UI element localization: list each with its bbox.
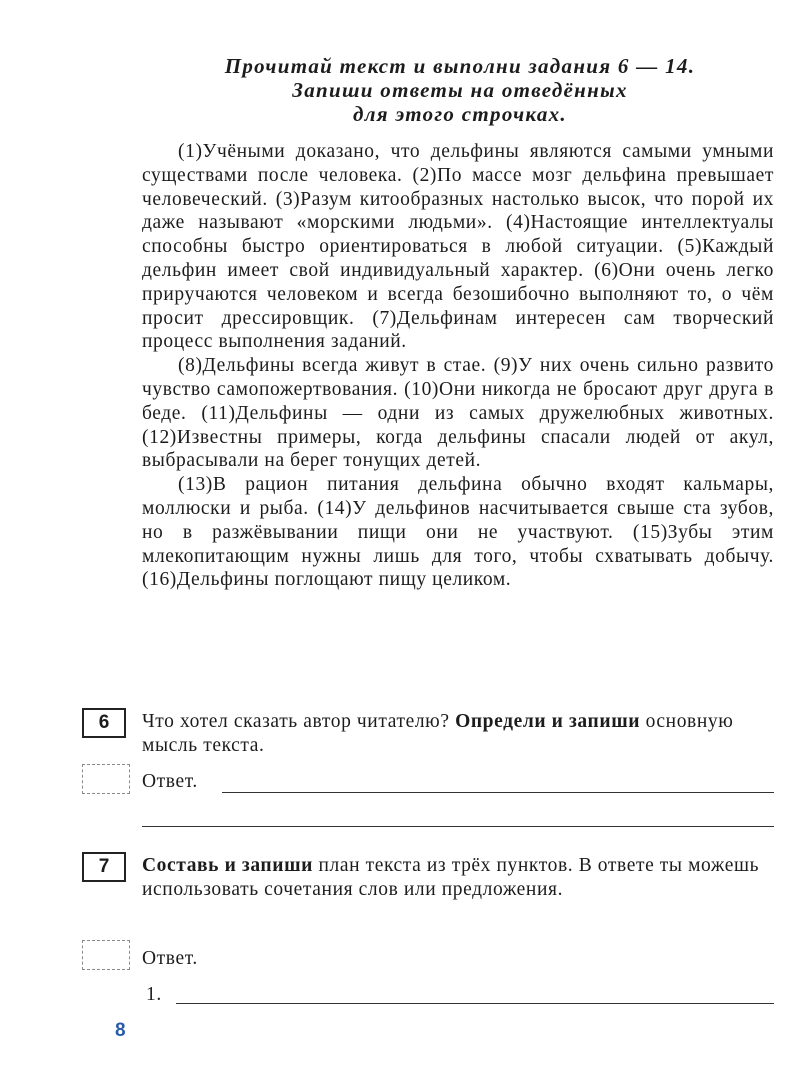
task-7-item-1-label: 1. <box>146 984 162 1005</box>
reading-passage <box>142 140 774 592</box>
task-6-question-end: основную мысль текста. <box>142 711 734 756</box>
task-7-answer-label: Ответ. <box>142 948 198 969</box>
task-7-score-box[interactable] <box>82 940 130 970</box>
task-6-answer-line-2[interactable] <box>142 826 774 827</box>
task-7-question: план текста из трёх пунктов. В ответе ты можешь использовать сочетания слов или предложения. <box>142 855 760 900</box>
task-7-instruction: Составь и запиши <box>142 855 313 876</box>
task-6-question: Что хотел сказать автор читателю? <box>142 711 456 732</box>
task-7-text <box>142 854 774 902</box>
task-6-text <box>142 710 774 758</box>
task-6-answer-line-1[interactable] <box>222 792 774 793</box>
passage-paragraph-1: (1)Учёными доказано, что дельфины являются самыми умными существами после человека. (2)По массе мозг дельфина превышает человеческий. (3)Разум китообразных настолько высок, что порой их даже называют «морскими людьми». (4)Настоящие интеллектуалы способны быстро ориентироваться в любой ситуации. (5)Каждый дельфин имеет свой индивидуальный характер. (6)Они очень легко приручаются человеком и всегда безошибочно выполняют то, о чём просит дрессировщик. (7)Дельфинам интересен сам творческий процесс выполнения заданий. <box>142 141 774 353</box>
task-6-number: 6 <box>82 708 126 738</box>
passage-paragraph-3: (13)В рацион питания дельфина обычно входят кальмары, моллюски и рыба. (14)У дельфинов насчитывается свыше ста зубов, но в разжёвывании пищи они не участвуют. (15)Зубы этим млекопитающим нужны лишь для того, чтобы схватывать добычу. (16)Дельфины поглощают пищу целиком. <box>142 474 774 591</box>
task-7-answer-line-1[interactable] <box>176 1003 774 1004</box>
heading-line-3: для этого строчках. <box>353 102 567 126</box>
task-6-answer-label: Ответ. <box>142 771 198 792</box>
passage-paragraph-2: (8)Дельфины всегда живут в стае. (9)У них очень сильно развито чувство самопожертвования. (10)Они никогда не бросают друг друга в беде. (11)Дельфины — одни из самых дружелюбных животных. (12)Известны примеры, когда дельфины спасали людей от акул, выбрасывали на берег тонущих детей. <box>142 355 774 472</box>
task-6-instruction: Определи и запиши <box>455 711 641 732</box>
page-number: 8 <box>115 1020 126 1041</box>
heading-line-2: Запиши ответы на отведённых <box>292 78 628 102</box>
instruction-heading <box>150 54 770 126</box>
task-6-score-box[interactable] <box>82 764 130 794</box>
task-7-number: 7 <box>82 852 126 882</box>
heading-line-1: Прочитай текст и выполни задания 6 — 14. <box>224 54 696 78</box>
